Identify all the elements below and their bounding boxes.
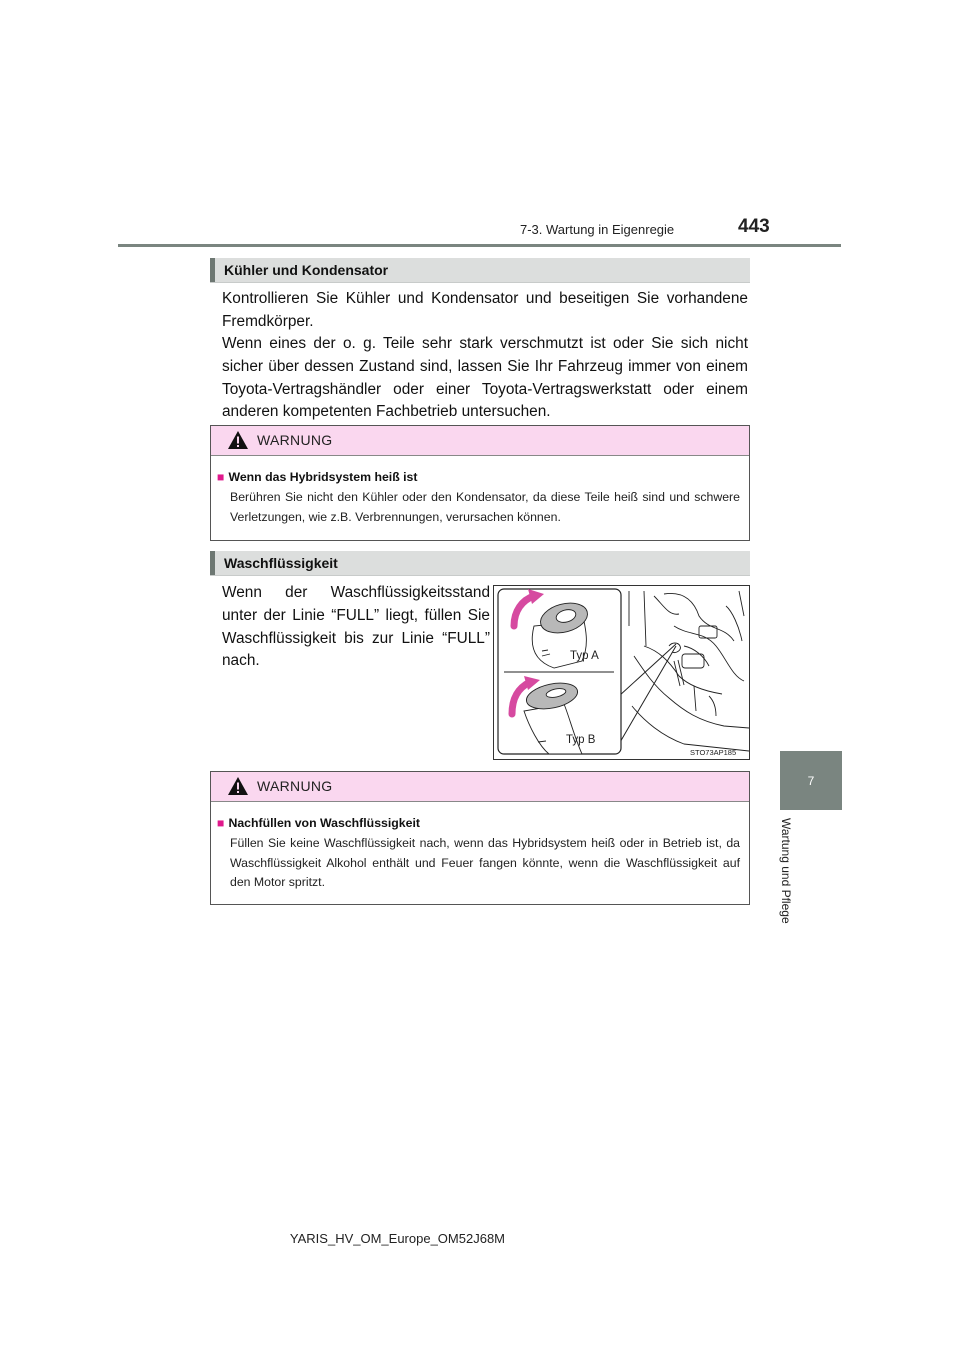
page-number: 443 [738, 216, 770, 237]
document-id-footer: YARIS_HV_OM_Europe_OM52J68M [289, 1231, 505, 1246]
bullet-square-icon: ■ [217, 816, 225, 830]
section-heading-bar [210, 258, 215, 282]
washer-cap-drawing [494, 586, 749, 759]
warning-triangle-icon [227, 776, 249, 796]
paragraph-inspect: Kontrollieren Sie Kühler und Kondensator und beseitigen Sie vorhandene Fremdkörper. [222, 290, 748, 330]
warning-title: WARNUNG [257, 432, 333, 448]
section-heading-radiator [210, 258, 750, 283]
illustration-label-typ-b: Typ B [566, 734, 596, 746]
section-heading-text: Waschflüssigkeit [224, 555, 338, 571]
warning-item-title: ■ Wenn das Hybridsystem heiß ist [217, 470, 418, 484]
warning-header [211, 426, 749, 456]
section-heading-bar [210, 551, 215, 575]
running-header-section: 7-3. Wartung in Eigenregie [520, 222, 675, 237]
warning-triangle-icon [227, 430, 249, 450]
warning-header [211, 772, 749, 802]
warning-box-hybrid-hot [210, 425, 750, 541]
warning-item-body: Berühren Sie nicht den Kühler oder den Kondensator, da diese Teile heiß sind und schwere Verletzungen, wie z.B. Verbrennungen, verursachen können. [230, 490, 740, 524]
warning-item-title: ■ Nachfüllen von Waschflüssigkeit [217, 816, 420, 830]
section-heading-washer-fluid [210, 551, 750, 576]
chapter-tab-number: 7 [807, 773, 815, 788]
warning-title: WARNUNG [257, 778, 333, 794]
washer-tank-illustration [493, 585, 750, 760]
illustration-label-typ-a: Typ A [570, 650, 599, 662]
warning-item-body: Füllen Sie keine Waschflüssigkeit nach, wenn das Hybridsystem heiß oder in Betrieb ist, da Waschflüssigkeit Alkohol enthält und Feuer fangen könnte, wenn die Waschflüssigkeit auf den Motor spritzt. [230, 836, 740, 889]
bullet-square-icon: ■ [217, 470, 225, 484]
paragraph-washer-fill: Wenn der Waschflüssigkeitsstand unter der Linie “FULL” liegt, füllen Sie Waschflüssigkeit bis zur Linie “FULL” nach. [222, 584, 490, 670]
warning-box-washer-fluid [210, 771, 750, 905]
chapter-tab-label: Wartung und Pflege [779, 818, 793, 924]
header-rule [118, 244, 841, 247]
illustration-code: STO73AP185 [690, 748, 737, 757]
section-heading-text: Kühler und Kondensator [224, 262, 389, 278]
paragraph-dealer: Wenn eines der o. g. Teile sehr stark verschmutzt ist oder Sie sich nicht sicher über dessen Zustand sind, lassen Sie Ihr Fahrzeug immer von einem Toyota-Vertragshändler oder einer Toyota-Vertragswerkstatt oder einem anderen kompetenten Fachbetrieb untersuchen. [222, 335, 748, 421]
